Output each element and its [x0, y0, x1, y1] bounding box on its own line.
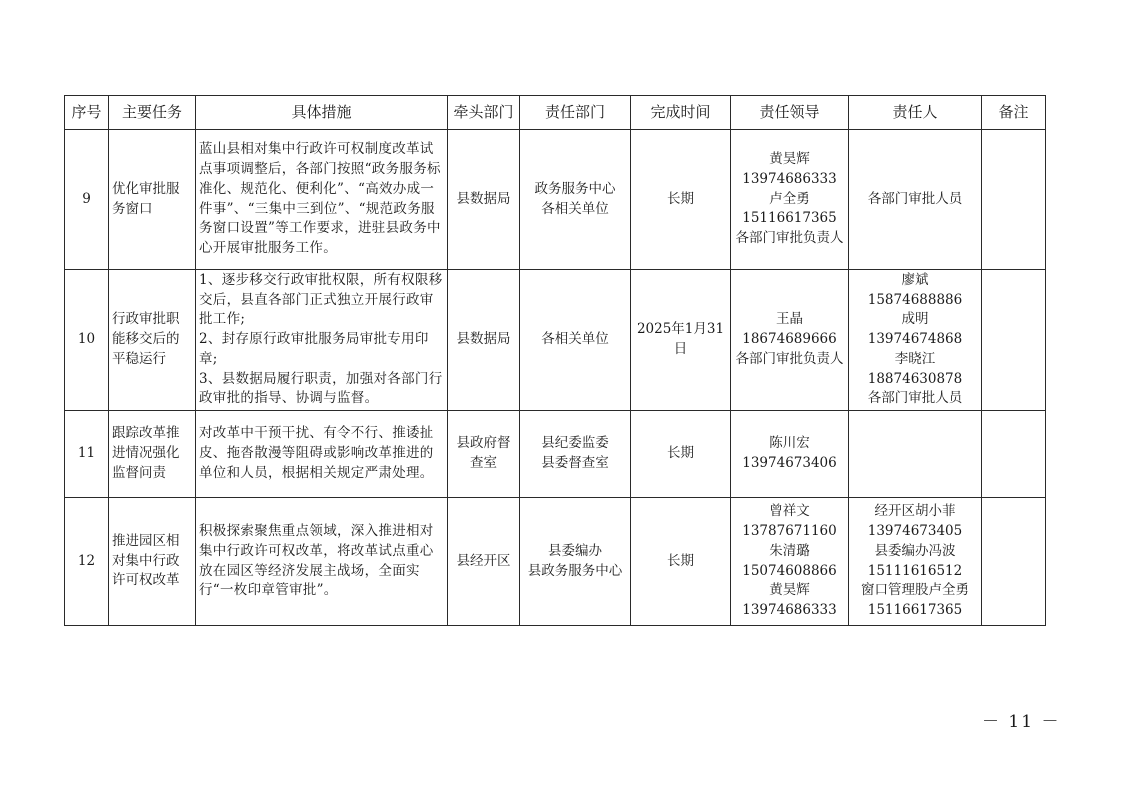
header-cell: 完成时间 — [631, 96, 731, 130]
responsible-department-line: 县政务服务中心 — [527, 562, 623, 579]
row-number: 10 — [65, 270, 109, 411]
responsible-person-line: 成明 — [901, 311, 929, 328]
table-row — [65, 270, 1046, 411]
responsible-leader-line: 陈川宏 — [769, 435, 810, 452]
header-cell: 主要任务 — [109, 96, 196, 130]
responsible-department — [520, 498, 631, 626]
table-row — [65, 130, 1046, 270]
responsible-person-line: 李晓江 — [894, 350, 936, 367]
responsible-leader-line: 15074608866 — [742, 562, 837, 579]
responsible-leader-line: 朱清璐 — [769, 542, 810, 559]
lead-department: 县数据局 — [448, 130, 520, 270]
header-cell: 具体措施 — [196, 96, 448, 130]
row-number: 9 — [65, 130, 109, 270]
responsible-person-line: 窗口管理股卢全勇 — [861, 582, 969, 599]
responsible-leader — [731, 411, 849, 498]
responsible-person-line: 廖斌 — [901, 272, 929, 289]
responsible-person — [849, 498, 982, 626]
responsible-leader-line: 15116617365 — [742, 210, 837, 227]
main-task: 行政审批职能移交后的平稳运行 — [109, 270, 196, 411]
header-cell: 牵头部门 — [448, 96, 520, 130]
responsible-department-line: 县委编办 — [548, 542, 602, 559]
deadline: 2025年1月31日 — [631, 270, 731, 411]
responsible-person-line: 18874630878 — [867, 370, 963, 387]
responsible-person-line: 各部门审批人员 — [867, 390, 963, 407]
deadline: 长期 — [631, 411, 731, 498]
responsible-department — [520, 130, 631, 270]
responsible-leader — [731, 498, 849, 626]
row-number: 11 — [65, 411, 109, 498]
remark — [982, 130, 1046, 270]
responsible-department-line: 政务服务中心 — [534, 180, 616, 197]
responsible-department — [520, 411, 631, 498]
header-cell: 责任人 — [849, 96, 982, 130]
responsible-person-line: 13974674868 — [867, 331, 963, 348]
header-cell: 备注 — [982, 96, 1046, 130]
responsible-leader-line: 王晶 — [776, 311, 803, 328]
deadline: 长期 — [631, 498, 731, 626]
responsible-person — [849, 411, 982, 498]
responsible-leader-line: 卢全勇 — [769, 190, 810, 207]
task-table — [64, 95, 1046, 626]
responsible-person-line: 各部门审批人员 — [867, 190, 963, 207]
responsible-person-line: 15116617365 — [867, 601, 963, 618]
responsible-person — [849, 130, 982, 270]
lead-department: 县政府督查室 — [448, 411, 520, 498]
table-row — [65, 411, 1046, 498]
specific-measures: 对改革中干预干扰、有令不行、推诿扯皮、拖沓散漫等阻碍或影响改革推进的单位和人员，根据相关规定严肃处理。 — [196, 411, 448, 498]
responsible-leader-line: 13974686333 — [742, 601, 837, 618]
specific-measures: 1、逐步移交行政审批权限，所有权限移交后，县直各部门正式独立开展行政审批工作; 2、封存原行政审批服务局审批专用印章; 3、县数据局履行职责，加强对各部门行政审批的指导、协调与监督。 — [196, 270, 448, 411]
responsible-person-line: 县委编办冯波 — [874, 542, 956, 559]
main-task: 优化审批服务窗口 — [109, 130, 196, 270]
responsible-department-line: 县委督查室 — [541, 455, 609, 471]
header-cell: 责任部门 — [520, 96, 631, 130]
responsible-person-line: 经开区胡小菲 — [874, 503, 956, 520]
responsible-person-line: 15874688886 — [867, 291, 963, 308]
responsible-leader — [731, 130, 849, 270]
lead-department: 县数据局 — [448, 270, 520, 411]
main-task: 跟踪改革推进情况强化监督问责 — [109, 411, 196, 498]
page-number: － 11 － — [982, 712, 1061, 732]
responsible-leader-line: 13787671160 — [742, 523, 837, 540]
specific-measures: 蓝山县相对集中行政许可权制度改革试点事项调整后，各部门按照“政务服务标准化、规范化、便利化”、“高效办成一件事”、“三集中三到位”、“规范政务服务窗口设置”等工作要求，进驻县政务中心开展审批服务工作。 — [196, 130, 448, 270]
responsible-leader — [731, 270, 849, 411]
row-number: 12 — [65, 498, 109, 626]
header-cell: 责任领导 — [731, 96, 849, 130]
lead-department: 县经开区 — [448, 498, 520, 626]
remark — [982, 411, 1046, 498]
responsible-person-line: 15111616512 — [867, 562, 963, 579]
specific-measures: 积极探索聚焦重点领域，深入推进相对集中行政许可权改革，将改革试点重心放在园区等经济发展主战场，全面实行“一枚印章管审批”。 — [196, 498, 448, 626]
responsible-leader-line: 各部门审批负责人 — [735, 350, 844, 367]
header-cell: 序号 — [65, 96, 109, 130]
responsible-leader-line: 曾祥文 — [769, 503, 810, 520]
responsible-leader-line: 13974686333 — [742, 170, 837, 187]
responsible-leader-line: 黄昊辉 — [769, 151, 810, 168]
responsible-person-line: 13974673405 — [867, 523, 963, 540]
responsible-leader-line: 黄昊辉 — [769, 582, 810, 599]
responsible-department — [520, 270, 631, 411]
responsible-leader-line: 13974673406 — [742, 455, 837, 471]
deadline: 长期 — [631, 130, 731, 270]
responsible-leader-line: 18674689666 — [742, 331, 837, 348]
responsible-department-line: 各相关单位 — [541, 200, 609, 217]
responsible-person — [849, 270, 982, 411]
remark — [982, 498, 1046, 626]
table-row — [65, 498, 1046, 626]
remark — [982, 270, 1046, 411]
main-task: 推进园区相对集中行政许可权改革 — [109, 498, 196, 626]
responsible-department-line: 各相关单位 — [541, 331, 609, 348]
responsible-leader-line: 各部门审批负责人 — [735, 230, 844, 247]
responsible-department-line: 县纪委监委 — [541, 435, 609, 452]
table-header-row — [65, 96, 1046, 130]
